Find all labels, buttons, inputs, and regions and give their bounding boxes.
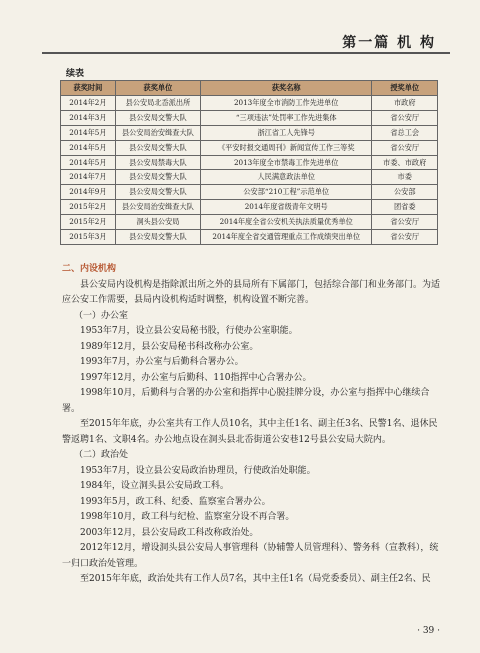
table-cell: 2014年度省级青年文明号 [201,200,372,215]
table-cell: 县公安局禁毒大队 [115,155,200,170]
table-cell: 2015年2月 [61,200,116,215]
awards-table [60,80,438,245]
table-cell: 2015年2月 [61,215,116,230]
table-header-row [61,81,438,96]
paragraph: 1984年，设立洞头县公安局政工科。 [80,481,229,491]
table-cell: 2014年9月 [61,185,116,200]
table-cell: 公安部 [372,185,438,200]
column-header: 获奖单位 [115,81,200,96]
table-cell: 团省委 [372,200,438,215]
body-text [62,262,446,588]
table-cell: 县公安局治安缉查大队 [115,125,200,140]
column-header: 获奖名称 [201,81,372,96]
table-cell: 《平安时报交通周刊》新闻宣传工作三等奖 [201,140,372,155]
paragraph: 1989年12月，县公安局秘书科改称办公室。 [80,341,259,352]
table-cell: 2014年5月 [61,155,116,170]
paragraph: 1993年5月，政工科、纪委、监察室合署办公。 [80,496,271,507]
table-row [61,125,438,140]
table-cell: 县公安局交警大队 [115,110,200,125]
table-cell: 洞头县公安局 [115,215,200,230]
table-cell: 2014年5月 [61,125,116,140]
table-cell: 公安部“210工程”示范单位 [201,185,372,200]
table-row [61,140,438,155]
table-cell: 2014年5月 [61,140,116,155]
table-cell: 市委、市政府 [372,155,438,170]
subsection-heading: （一）办公室 [74,310,129,321]
table-cell: 2014年度全省公安机关执法质量优秀单位 [201,215,372,230]
paragraph: 至2015年年底，政治处共有工作人员7名，其中主任1名（局党委委员）、副主任2名、民 [80,574,431,584]
table-row [61,215,438,230]
table-row [61,95,438,110]
table-cell: 省公安厅 [372,110,438,125]
table-cell: 省公安厅 [372,230,438,245]
table-caption: 续表 [66,69,85,79]
paragraph: 1998年10月，后勤科与合署的办公室和指挥中心脱挂牌分设，办公室与指挥中心继续合署。 [62,388,430,414]
table-row [61,230,438,245]
column-header: 获奖时间 [61,81,116,96]
table-cell: 省公安厅 [372,215,438,230]
table-cell: 浙江省工人先锋号 [201,125,372,140]
table-cell: 2014年2月 [61,95,116,110]
section-heading: 二、内设机构 [62,264,117,274]
table-row [61,170,438,185]
paragraph: 1993年7月，办公室与后勤科合署办公。 [80,357,244,367]
paragraph: 1998年10月，政工科与纪检、监察室分设不再合署。 [80,512,295,522]
page-number: · 39 · [417,626,440,636]
chapter-title: 第一篇 机 构 [342,35,436,51]
column-header: 授奖单位 [372,81,438,96]
table-row [61,110,438,125]
table-cell: 县公安局治安缉查大队 [115,200,200,215]
paragraph: 1953年7月，设立县公安局政治协理员，行使政治处职能。 [80,465,316,476]
table-cell: 省公安厅 [372,140,438,155]
table-cell: 市委 [372,170,438,185]
paragraph: 至2015年年底，办公室共有工作人员10名，其中主任1名、副主任3名、民警1名、退休民警返聘1名、文职4名。办公地点设在洞头县北岙街道公安巷12号县公安局大院内。 [62,419,438,445]
table-cell: 县公安局交警大队 [115,170,200,185]
paragraph: 1997年12月，办公室与后勤科、110指挥中心合署办公。 [80,372,312,383]
table-cell: 县公安局交警大队 [115,185,200,200]
table-cell: 2013年度全市禁毒工作先进单位 [201,155,372,170]
paragraph: 2012年12月，增设洞头县公安局人事管理科（协辅警人员管理科）、警务科（宣教科），统一归口政治处管理。 [62,543,439,569]
table-cell: 市政府 [372,95,438,110]
paragraph: 2003年12月，县公安局政工科改称政治处。 [80,527,259,538]
paragraph: 县公安局内设机构是指除派出所之外的县局所有下属部门，包括综合部门和业务部门。为适应公安工作需要，县局内设机构适时调整，机构设置不断完善。 [62,279,441,305]
table-cell: 省总工会 [372,125,438,140]
table-row [61,200,438,215]
table-row [61,185,438,200]
table-cell: 县公安局北岙派出所 [115,95,200,110]
table-cell: 2013年度全市消防工作先进单位 [201,95,372,110]
header-rule [42,52,450,54]
table-cell: 2014年7月 [61,170,116,185]
table-cell: 2014年3月 [61,110,116,125]
table-cell: “三项违法”处罚率工作先进集体 [201,110,372,125]
subsection-heading: （二）政治处 [74,450,129,460]
table-row [61,155,438,170]
table-cell: 县公安局交警大队 [115,140,200,155]
page-header [0,28,480,58]
table-cell: 2015年3月 [61,230,116,245]
table-cell: 人民满意政法单位 [201,170,372,185]
table-cell: 县公安局交警大队 [115,230,200,245]
paragraph: 1953年7月，设立县公安局秘书股，行使办公室职能。 [80,326,298,336]
table-cell: 2014年度全省交通管理重点工作成绩突出单位 [201,230,372,245]
